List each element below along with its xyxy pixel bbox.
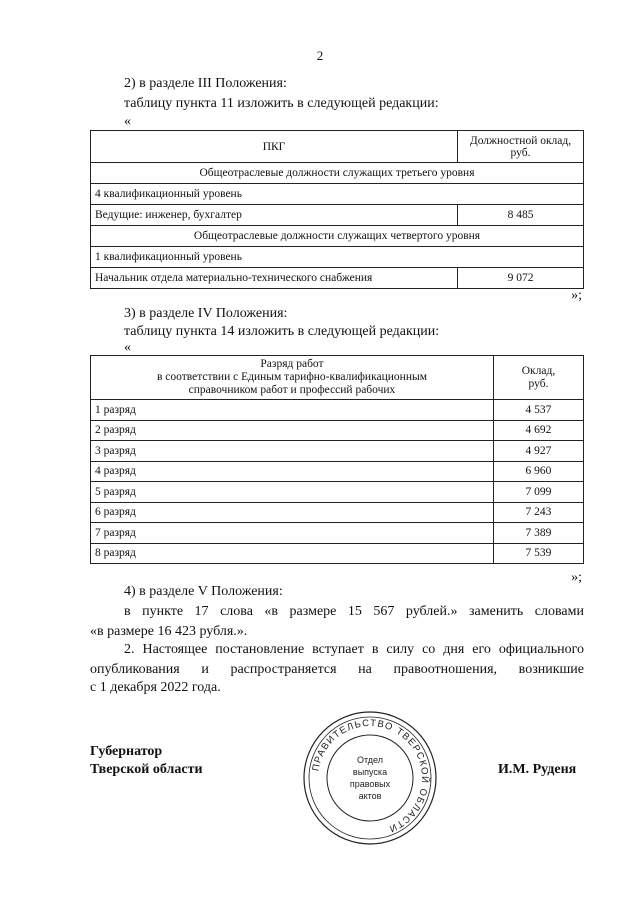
grade-label: 7 разряд: [91, 523, 494, 544]
header-salary-line1: Оклад,: [521, 364, 556, 377]
section5-text-line2: «в размере 16 423 рубля.».: [90, 624, 248, 639]
stamp-ring-text: ПРАВИТЕЛЬСТВО ТВЕРСКОЙ ОБЛАСТИ: [310, 717, 431, 835]
signatory-position-line1: Губернатор: [90, 744, 163, 759]
grade-label: 8 разряд: [91, 543, 494, 564]
header-pkg: ПКГ: [91, 131, 458, 163]
signatory-name: И.М. Руденя: [498, 762, 577, 777]
table-row: [91, 163, 584, 184]
stamp-center-line: Отдел: [356, 755, 384, 765]
section4-open-quote: «: [124, 340, 131, 355]
group2-row-label: Начальник отдела материально-технического снабжения: [91, 268, 458, 289]
section5-heading: 4) в разделе V Положения:: [124, 584, 283, 599]
section3-open-quote: «: [124, 114, 131, 129]
section4-intro: таблицу пункта 14 изложить в следующей редакции:: [124, 324, 440, 339]
salary-table-grades: [90, 355, 584, 564]
table-row: [91, 268, 584, 289]
table-row: [91, 226, 584, 247]
section3-intro: таблицу пункта 11 изложить в следующей редакции:: [124, 96, 439, 111]
grade-label: 1 разряд: [91, 400, 494, 421]
official-stamp: [300, 708, 440, 848]
grade-label: 5 разряд: [91, 482, 494, 503]
grade-value: 4 927: [493, 441, 583, 462]
table-row: [91, 420, 584, 441]
table-header-row: [91, 131, 584, 163]
table-row: [91, 441, 584, 462]
table-row: [91, 523, 584, 544]
group1-row-label: Ведущие: инженер, бухгалтер: [91, 205, 458, 226]
grade-value: 7 099: [493, 482, 583, 503]
group1-row-value: 8 485: [458, 205, 584, 226]
stamp-center-line: правовых: [349, 779, 391, 789]
salary-table-pkg: [90, 130, 584, 289]
table-row: [91, 543, 584, 564]
header-grade-line2: в соответствии с Единым тарифно-квалификационным: [156, 371, 427, 383]
grade-label: 2 разряд: [91, 420, 494, 441]
header-grade-line1: Разряд работ: [260, 358, 324, 370]
signatory-position-line2: Тверской области: [90, 762, 203, 777]
header-salary-line1: Должностной оклад,: [469, 134, 572, 147]
page-number: 2: [316, 48, 324, 63]
header-grade-line3: справочником работ и профессий рабочих: [188, 384, 396, 396]
table-row: [91, 247, 584, 268]
section3-close-quote: »;: [571, 288, 582, 303]
grade-value: 4 692: [493, 420, 583, 441]
header-salary: [458, 131, 584, 163]
grade-label: 4 разряд: [91, 461, 494, 482]
group2-row-value: 9 072: [458, 268, 584, 289]
section3-heading: 2) в разделе III Положения:: [124, 76, 287, 91]
table-row: [91, 205, 584, 226]
header-grade: [91, 356, 494, 400]
grade-value: 7 539: [493, 543, 583, 564]
grade-label: 3 разряд: [91, 441, 494, 462]
stamp-center-line: выпуска: [352, 767, 388, 777]
grade-label: 6 разряд: [91, 502, 494, 523]
clause2-line2: опубликования и распространяется на правоотношения, возникшие: [90, 662, 584, 677]
grade-value: 7 389: [493, 523, 583, 544]
header-salary: [493, 356, 583, 400]
section4-close-quote: »;: [571, 570, 582, 585]
header-salary-line2: руб.: [528, 377, 549, 390]
table-row: [91, 482, 584, 503]
table-row: [91, 461, 584, 482]
table-row: [91, 502, 584, 523]
group2-title: Общеотраслевые должности служащих четвертого уровня: [91, 226, 584, 247]
grade-value: 7 243: [493, 502, 583, 523]
header-salary-line2: руб.: [510, 146, 531, 159]
clause2-line3: с 1 декабря 2022 года.: [90, 680, 221, 695]
stamp-center-line: актов: [358, 791, 382, 801]
table-row: [91, 184, 584, 205]
section4-heading: 3) в разделе IV Положения:: [124, 306, 288, 321]
table-header-row: [91, 356, 584, 400]
grade-value: 6 960: [493, 461, 583, 482]
group2-level: 1 квалификационный уровень: [91, 247, 584, 268]
clause2-line1: 2. Настоящее постановление вступает в силу со дня его официального: [124, 642, 584, 657]
table-row: [91, 400, 584, 421]
group1-level: 4 квалификационный уровень: [91, 184, 584, 205]
section5-text-line1: в пункте 17 слова «в размере 15 567 рублей.» заменить словами: [124, 604, 584, 619]
group1-title: Общеотраслевые должности служащих третьего уровня: [91, 163, 584, 184]
grade-value: 4 537: [493, 400, 583, 421]
